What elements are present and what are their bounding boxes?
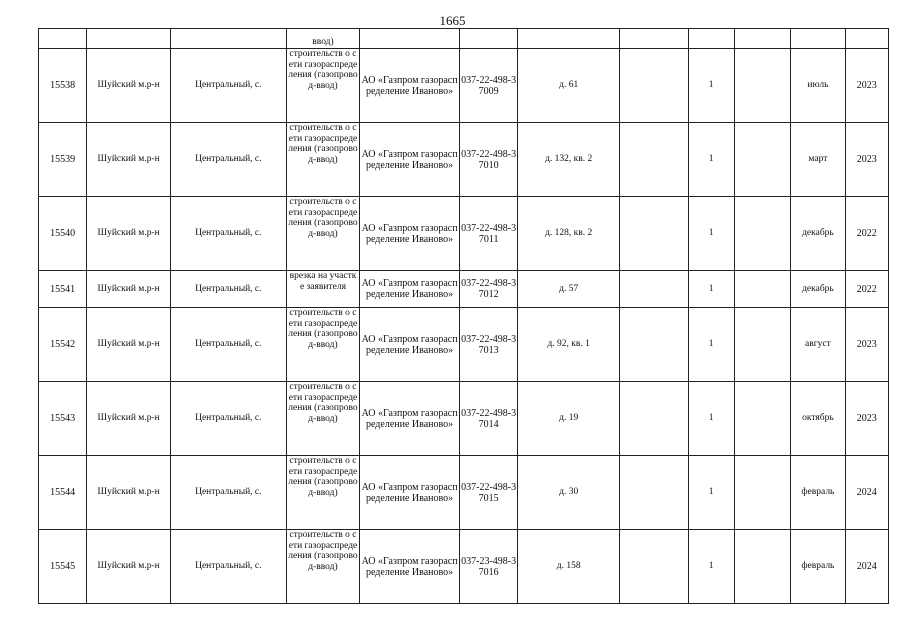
cell-org: АО «Газпром газораспределение Иваново» xyxy=(360,123,460,197)
cell-work: строительств о сети газораспреде ления (газопровод-ввод) xyxy=(286,308,360,382)
cell-address: д. 19 xyxy=(518,382,620,456)
cell-year: 2023 xyxy=(845,308,888,382)
page-number: 1665 xyxy=(439,13,466,28)
cell-year: 2023 xyxy=(845,49,888,123)
cell-num: 15541 xyxy=(39,271,87,308)
cell-blank xyxy=(620,308,688,382)
table-row xyxy=(39,530,889,604)
table-row xyxy=(39,197,889,271)
cell-month: февраль xyxy=(791,530,845,604)
cell-district xyxy=(87,29,171,49)
cell-work: строительств о сети газораспреде ления (газопровод-ввод) xyxy=(286,382,360,456)
cell-work: строительств о сети газораспреде ления (газопровод-ввод) xyxy=(286,197,360,271)
cell-month: июль xyxy=(791,49,845,123)
cell-blank xyxy=(734,456,790,530)
cell-district: Шуйский м.р-н xyxy=(87,530,171,604)
cell-blank xyxy=(734,197,790,271)
cell-org: АО «Газпром газораспределение Иваново» xyxy=(360,308,460,382)
cell-reg: 037-22-498-37010 xyxy=(459,123,517,197)
cell-month: декабрь xyxy=(791,197,845,271)
cell-org: АО «Газпром газораспределение Иваново» xyxy=(360,197,460,271)
cell-district: Шуйский м.р-н xyxy=(87,456,171,530)
table-row xyxy=(39,456,889,530)
cell-reg: 037-22-498-37015 xyxy=(459,456,517,530)
cell-locality: Центральный, с. xyxy=(170,49,286,123)
cell-org: АО «Газпром газораспределение Иваново» xyxy=(360,456,460,530)
registry-table xyxy=(38,28,889,604)
cell-address: д. 92, кв. 1 xyxy=(518,308,620,382)
cell-month: март xyxy=(791,123,845,197)
cell-blank xyxy=(734,123,790,197)
cell-num: 15542 xyxy=(39,308,87,382)
cell-year: 2022 xyxy=(845,197,888,271)
cell-locality: Центральный, с. xyxy=(170,530,286,604)
cell-address: д. 132, кв. 2 xyxy=(518,123,620,197)
cell-reg: 037-23-498-37016 xyxy=(459,530,517,604)
cell-work: врезка на участке заявителя xyxy=(286,271,360,308)
cell-reg: 037-22-498-37012 xyxy=(459,271,517,308)
cell-year: 2023 xyxy=(845,382,888,456)
cell-qty xyxy=(688,29,734,49)
cell-year: 2024 xyxy=(845,530,888,604)
cell-locality: Центральный, с. xyxy=(170,197,286,271)
cell-work: ввод) xyxy=(286,29,360,49)
cell-org: АО «Газпром газораспределение Иваново» xyxy=(360,530,460,604)
cell-org: АО «Газпром газораспределение Иваново» xyxy=(360,382,460,456)
table-row xyxy=(39,271,889,308)
table-row-continuation xyxy=(39,29,889,49)
cell-qty: 1 xyxy=(688,456,734,530)
cell-qty: 1 xyxy=(688,49,734,123)
cell-year xyxy=(845,29,888,49)
cell-blank xyxy=(734,308,790,382)
cell-locality: Центральный, с. xyxy=(170,308,286,382)
cell-qty: 1 xyxy=(688,530,734,604)
cell-num: 15545 xyxy=(39,530,87,604)
cell-blank xyxy=(734,29,790,49)
cell-district: Шуйский м.р-н xyxy=(87,49,171,123)
cell-reg: 037-22-498-37009 xyxy=(459,49,517,123)
cell-blank xyxy=(620,456,688,530)
cell-month: октябрь xyxy=(791,382,845,456)
cell-blank xyxy=(620,123,688,197)
cell-work: строительств о сети газораспреде ления (газопровод-ввод) xyxy=(286,123,360,197)
cell-blank xyxy=(734,382,790,456)
cell-org xyxy=(360,29,460,49)
cell-reg: 037-22-498-37011 xyxy=(459,197,517,271)
cell-num: 15540 xyxy=(39,197,87,271)
cell-blank xyxy=(734,271,790,308)
cell-reg: 037-22-498-37013 xyxy=(459,308,517,382)
cell-district: Шуйский м.р-н xyxy=(87,382,171,456)
cell-qty: 1 xyxy=(688,197,734,271)
cell-address: д. 158 xyxy=(518,530,620,604)
cell-address: д. 30 xyxy=(518,456,620,530)
cell-district: Шуйский м.р-н xyxy=(87,271,171,308)
cell-address: д. 61 xyxy=(518,49,620,123)
cell-blank xyxy=(734,49,790,123)
cell-qty: 1 xyxy=(688,123,734,197)
cell-num: 15539 xyxy=(39,123,87,197)
cell-qty: 1 xyxy=(688,308,734,382)
cell-work: строительств о сети газораспреде ления (газопровод-ввод) xyxy=(286,530,360,604)
table-row xyxy=(39,308,889,382)
cell-blank xyxy=(734,530,790,604)
table-row xyxy=(39,49,889,123)
cell-district: Шуйский м.р-н xyxy=(87,197,171,271)
cell-work: строительств о сети газораспреде ления (газопровод-ввод) xyxy=(286,49,360,123)
table-row xyxy=(39,382,889,456)
cell-district: Шуйский м.р-н xyxy=(87,308,171,382)
cell-org: АО «Газпром газораспределение Иваново» xyxy=(360,49,460,123)
cell-month xyxy=(791,29,845,49)
cell-blank xyxy=(620,197,688,271)
cell-blank xyxy=(620,49,688,123)
table-row xyxy=(39,123,889,197)
cell-locality: Центральный, с. xyxy=(170,456,286,530)
cell-year: 2024 xyxy=(845,456,888,530)
cell-year: 2023 xyxy=(845,123,888,197)
cell-locality: Центральный, с. xyxy=(170,271,286,308)
cell-reg: 037-22-498-37014 xyxy=(459,382,517,456)
cell-address xyxy=(518,29,620,49)
cell-locality xyxy=(170,29,286,49)
cell-num xyxy=(39,29,87,49)
cell-month: август xyxy=(791,308,845,382)
cell-month: февраль xyxy=(791,456,845,530)
cell-reg xyxy=(459,29,517,49)
cell-address: д. 128, кв. 2 xyxy=(518,197,620,271)
cell-blank xyxy=(620,271,688,308)
cell-num: 15543 xyxy=(39,382,87,456)
cell-district: Шуйский м.р-н xyxy=(87,123,171,197)
cell-locality: Центральный, с. xyxy=(170,123,286,197)
cell-blank xyxy=(620,29,688,49)
cell-num: 15544 xyxy=(39,456,87,530)
cell-address: д. 57 xyxy=(518,271,620,308)
cell-month: декабрь xyxy=(791,271,845,308)
cell-year: 2022 xyxy=(845,271,888,308)
cell-locality: Центральный, с. xyxy=(170,382,286,456)
cell-org: АО «Газпром газораспределение Иваново» xyxy=(360,271,460,308)
cell-qty: 1 xyxy=(688,271,734,308)
cell-num: 15538 xyxy=(39,49,87,123)
cell-work: строительств о сети газораспреде ления (газопровод-ввод) xyxy=(286,456,360,530)
cell-qty: 1 xyxy=(688,382,734,456)
cell-blank xyxy=(620,530,688,604)
cell-blank xyxy=(620,382,688,456)
